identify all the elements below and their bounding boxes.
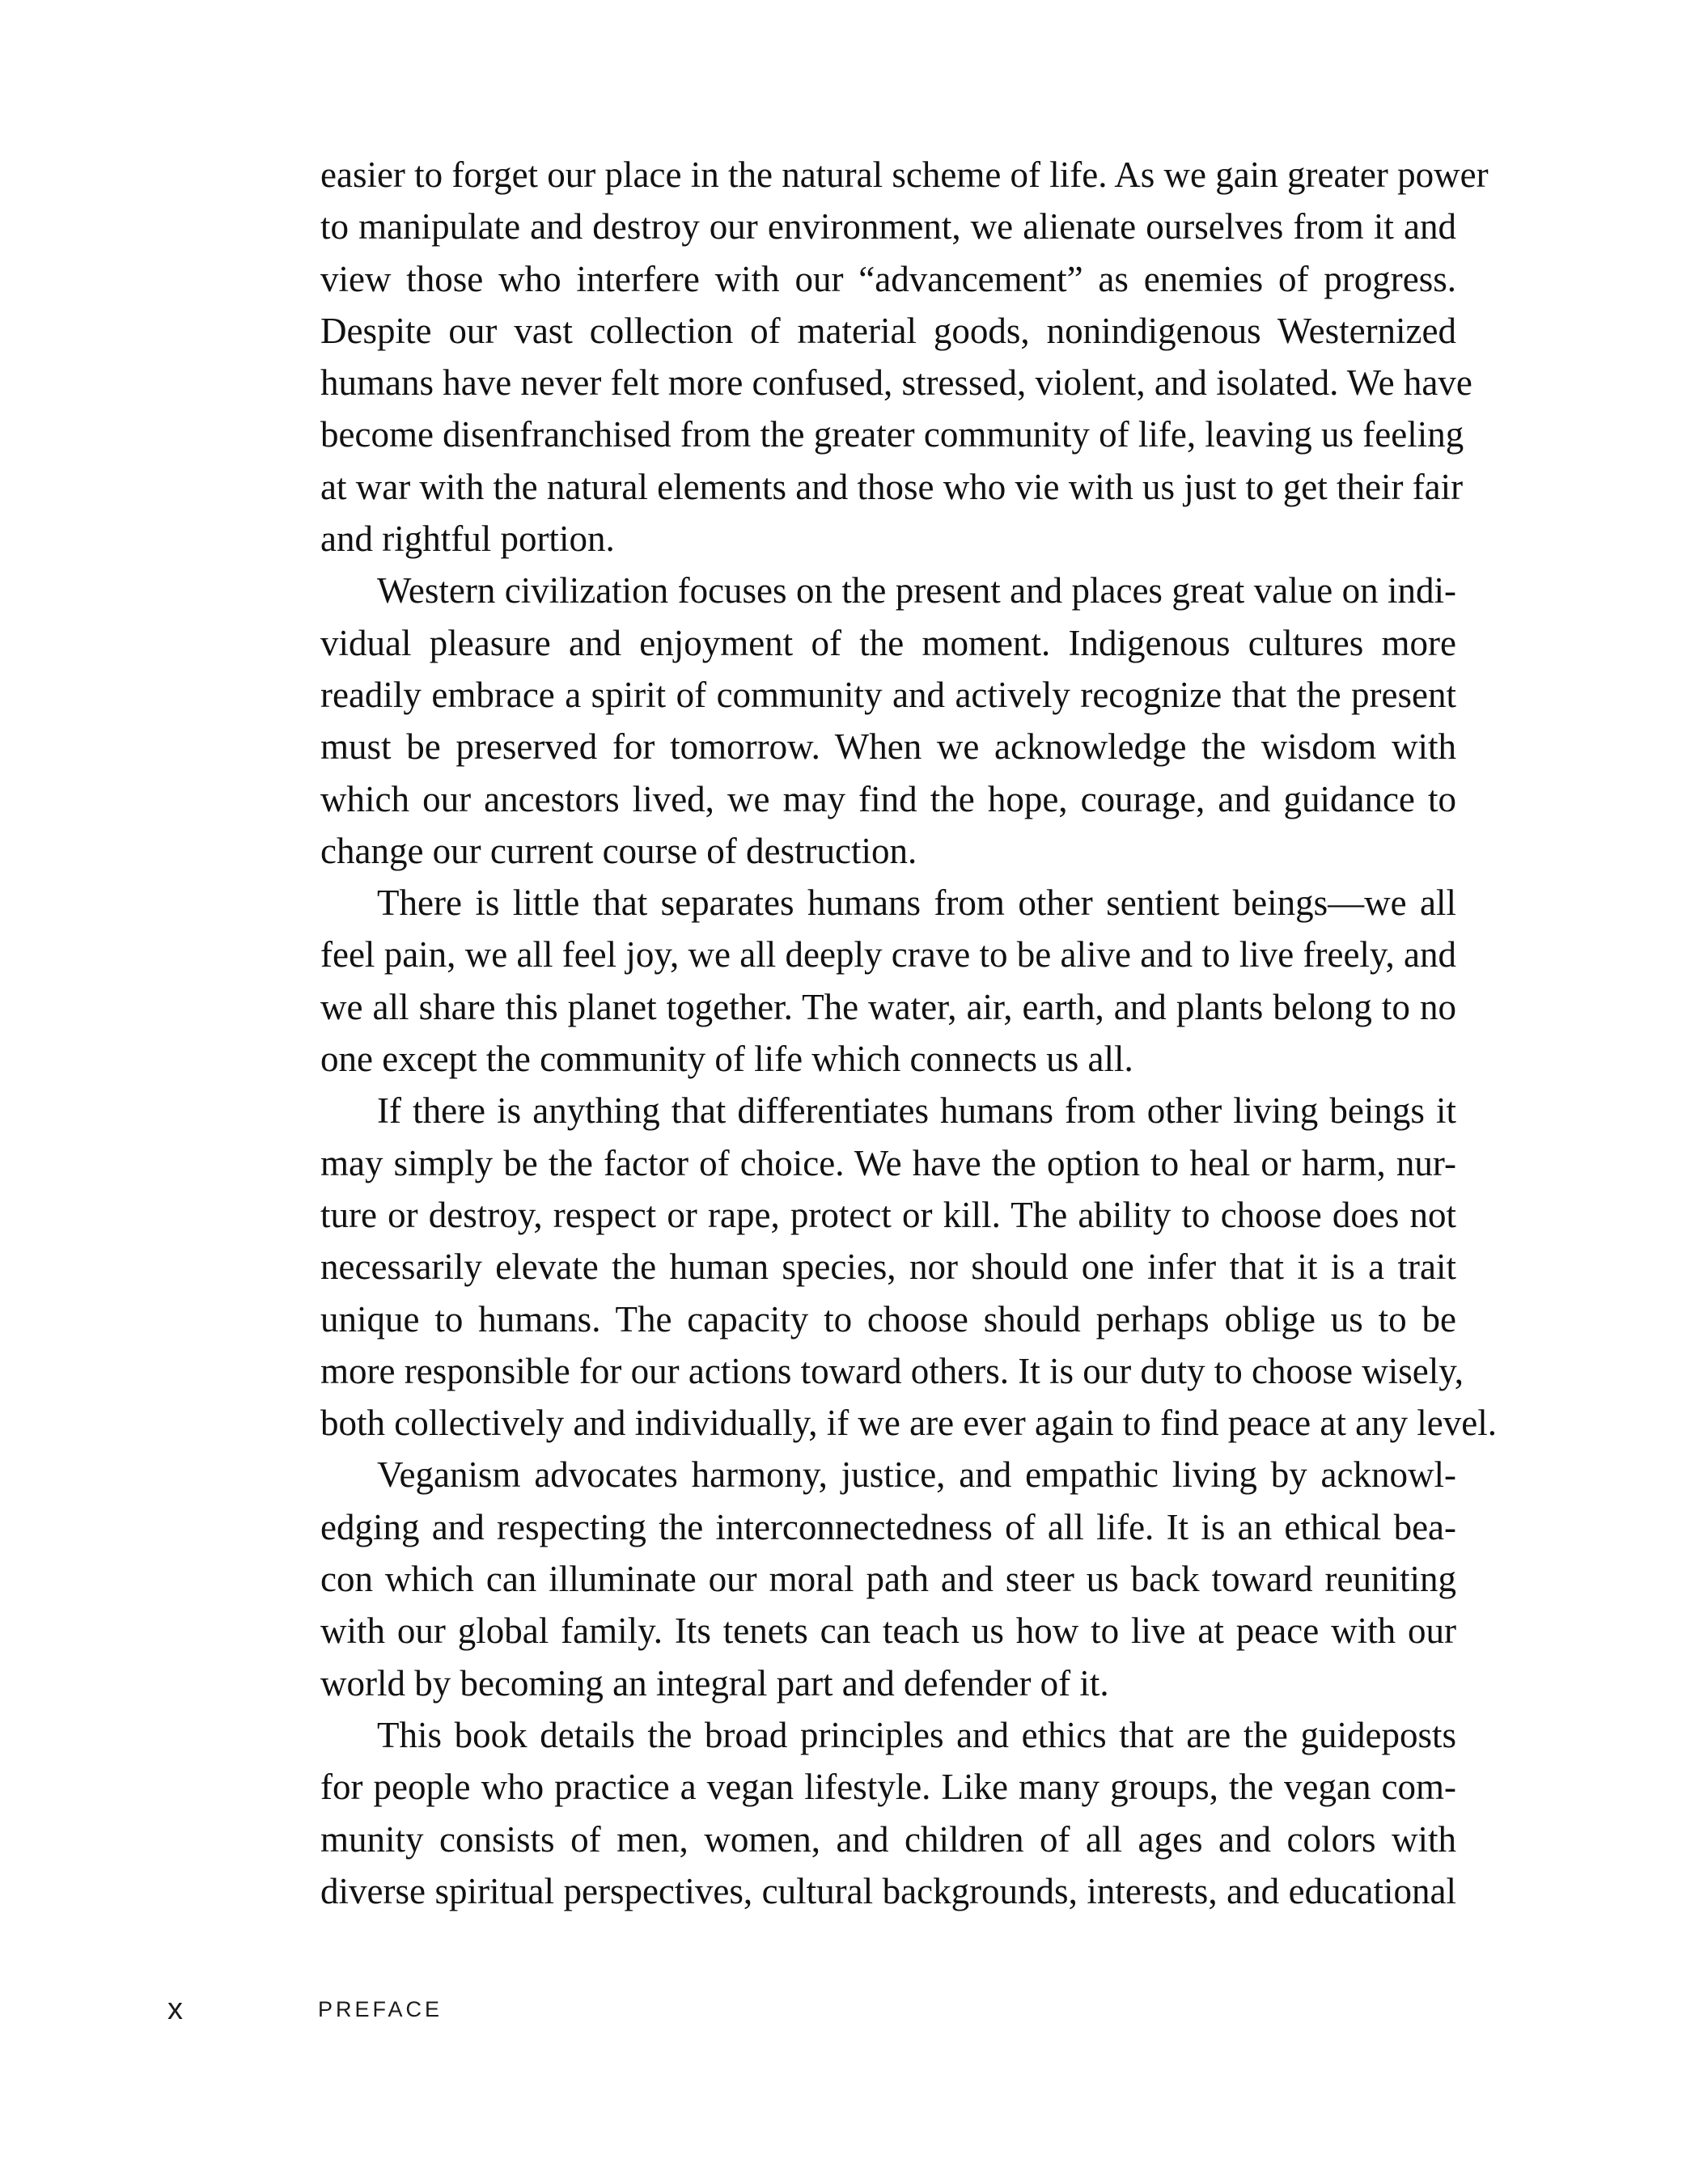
text-line: and rightful portion. [320, 518, 615, 560]
text-line: ture or destroy, respect or rape, protect or kill. The ability to choose does not [320, 1194, 1456, 1235]
text-line: one except the community of life which connects us all. [320, 1039, 1133, 1080]
paragraph-first-line: This book details the broad principles and ethics that are the guideposts [377, 1714, 1456, 1755]
text-line: must be preserved for tomorrow. When we acknowledge the wisdom with [320, 726, 1456, 768]
text-line: may simply be the factor of choice. We have the option to heal or harm, nur- [320, 1142, 1456, 1183]
text-line: diverse spiritual perspectives, cultural backgrounds, interests, and educational [320, 1870, 1456, 1911]
text-line: vidual pleasure and enjoyment of the moment. Indigenous cultures more [320, 622, 1456, 663]
body-text [320, 149, 1497, 1917]
text-line: with our global family. Its tenets can teach us how to live at peace with our [320, 1610, 1456, 1652]
text-line: to manipulate and destroy our environment, we alienate ourselves from it and [320, 206, 1456, 248]
text-line: con which can illuminate our moral path and steer us back toward reuniting [320, 1559, 1456, 1600]
paragraph-first-line: Veganism advocates harmony, justice, and empathic living by acknowl- [377, 1454, 1456, 1496]
text-line: Despite our vast collection of material goods, nonindigenous Westernized [320, 310, 1456, 351]
text-line: necessarily elevate the human species, nor should one infer that it is a trait [320, 1246, 1456, 1288]
text-line: edging and respecting the interconnectedness of all life. It is an ethical bea- [320, 1506, 1456, 1547]
text-line: more responsible for our actions toward others. It is our duty to choose wisely, [320, 1350, 1464, 1391]
text-line: humans have never felt more confused, stressed, violent, and isolated. We have [320, 362, 1472, 404]
text-line: both collectively and individually, if we are ever again to find peace at any level. [320, 1403, 1497, 1444]
text-line: we all share this planet together. The water, air, earth, and plants belong to no [320, 986, 1456, 1027]
page-number: x [167, 1992, 184, 2026]
paragraph-first-line: There is little that separates humans from other sentient beings—we all [377, 882, 1456, 924]
text-line: readily embrace a spirit of community and actively recognize that the present [320, 674, 1456, 715]
text-line: easier to forget our place in the natural scheme of life. As we gain greater power [320, 154, 1489, 195]
text-line: feel pain, we all feel joy, we all deeply crave to be alive and to live freely, and [320, 934, 1456, 976]
paragraph-first-line: Western civilization focuses on the present and places great value on indi- [377, 570, 1456, 612]
text-line: for people who practice a vegan lifestyle. Like many groups, the vegan com- [320, 1767, 1456, 1808]
text-line: world by becoming an integral part and defender of it. [320, 1662, 1109, 1704]
text-line: at war with the natural elements and those who vie with us just to get their fair [320, 466, 1464, 507]
paragraph-first-line: If there is anything that differentiates humans from other living beings it [377, 1090, 1456, 1132]
text-line: munity consists of men, women, and children of all ages and colors with [320, 1818, 1456, 1860]
text-line: change our current course of destruction. [320, 830, 917, 871]
text-line: which our ancestors lived, we may find the hope, courage, and guidance to [320, 778, 1456, 819]
text-line: view those who interfere with our “advancement” as enemies of progress. [320, 258, 1456, 299]
text-line: become disenfranchised from the greater community of life, leaving us feeling [320, 414, 1464, 455]
text-line: unique to humans. The capacity to choose should perhaps oblige us to be [320, 1298, 1456, 1340]
running-footer-title: PREFACE [318, 1997, 443, 2021]
